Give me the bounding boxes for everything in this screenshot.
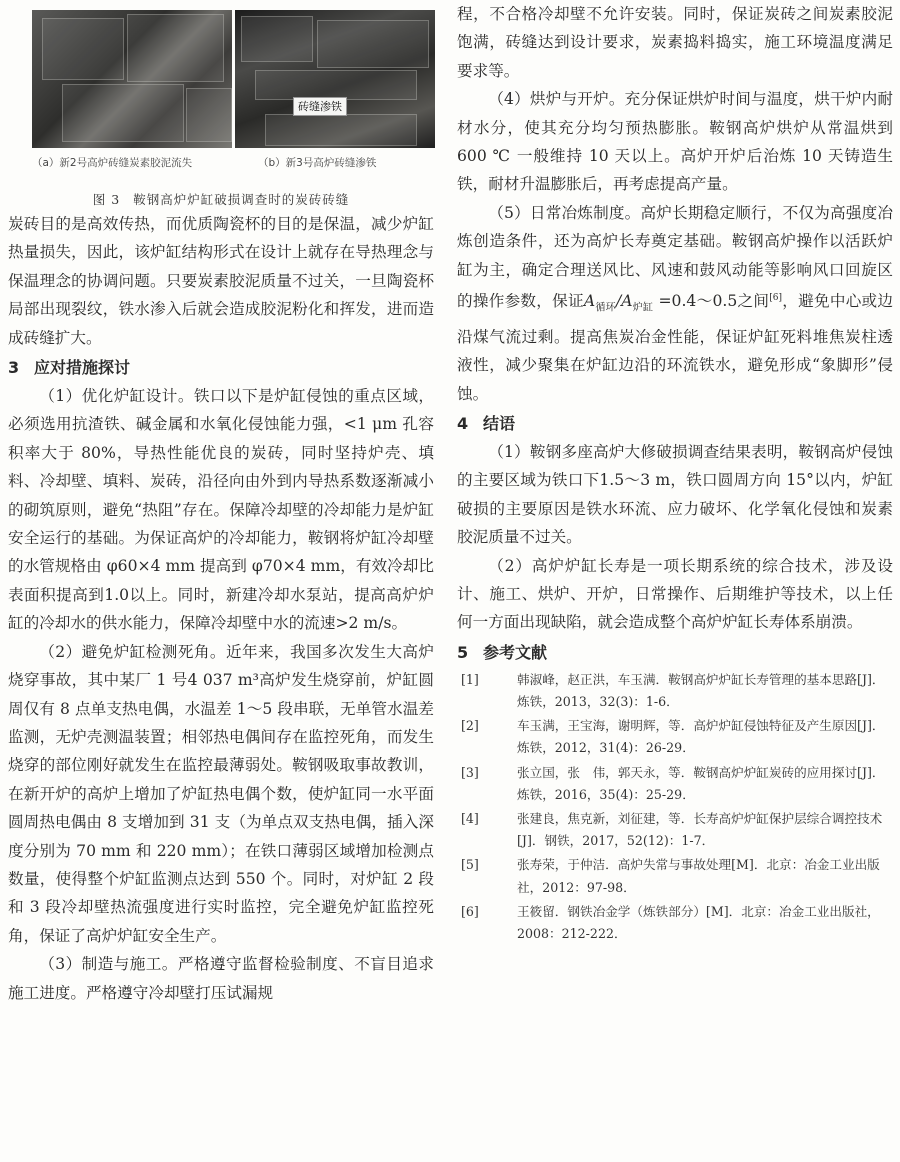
figure-3 <box>8 0 434 210</box>
section-4-heading <box>457 410 893 438</box>
reference-item <box>457 762 893 806</box>
reference-number: [1] <box>461 671 479 687</box>
right-column <box>457 0 893 947</box>
measure-paragraph-5 <box>457 199 893 408</box>
reference-number: [4] <box>461 811 479 827</box>
intro-paragraph: 炭砖目的是高效传热，而优质陶瓷杯的目的是保温，减少炉缸热量损失，因此，该炉缸结构形式在设计上就存在导热理念与保温理念的协调问题。只要炭素胶泥质量不过关，一旦陶瓷杯局部出现裂纹，铁水渗入后就会造成胶泥粉化和挥发，进而造成砖缝扩大。 <box>8 215 434 347</box>
reference-item <box>457 854 893 898</box>
reference-number: [5] <box>461 857 479 873</box>
photo-label: 砖缝渗铁 <box>293 97 347 116</box>
conclusion-paragraph-1: （1）鞍钢多座高炉大修破损调查结果表明，鞍钢高炉侵蚀的主要区域为铁口下1.5～3 m，铁口圆周方向 15°以内，炉缸破损的主要原因是铁水环流、应力破坏、化学氧化侵蚀和炭素胶泥质量不过关。 <box>457 442 893 547</box>
measure-paragraph-1: （1）优化炉缸设计。铁口以下是炉缸侵蚀的重点区域，必须选用抗渣铁、碱金属和水氧化侵蚀能力强，<1 μm 孔容积率大于 80%，导热性能优良的炭砖，同时坚持炉壳、填料、冷却壁、填料、炭砖，沿径向由外到内导热系数逐渐减小的砌筑原则，避免“热阻”存在。保障冷却壁的冷却能力是炉缸安全运行的基础。为保证高炉的冷却能力，鞍钢将炉缸冷却壁的水管规格由 φ60×4 mm 提高到 φ70×4 mm，有效冷却比表面积提高到1.0以上。同时，新建冷却水泵站，提高高炉炉缸的冷却水的供水能力，保障冷却壁中水的流速>2 m/s。 <box>8 387 434 633</box>
measure-paragraph-2: （2）避免炉缸检测死角。近年来，我国多次发生大高炉烧穿事故，其中某厂 1 号4 037 m³高炉发生烧穿前，炉缸圆周仅有 8 点单支热电偶，水温差 1～5 段串联，无单管水温差监测，无炉壳测温装置；相邻热电偶间存在监控死角，而发生烧穿的部位刚好就发生在监控最薄弱处。鞍钢吸取事故教训，在新开炉的高炉上增加了炉缸热电偶个数，使炉缸同一水平面圆周热电偶由 8 支增加到 31 支（为单点双支热电偶，插入深度分别为 70 mm 和 220 mm）；在铁口薄弱区域增加检测点数量，使得整个炉缸监测点达到 550 个。同时，对炉缸 2 段和 3 段冷却壁热流强度进行实时监控，完全避免炉缸监控死角，保证了高炉炉缸安全生产。 <box>8 642 434 945</box>
section-title: 参考文献 <box>483 642 548 662</box>
section-5-heading <box>457 639 893 667</box>
reference-item <box>457 901 893 945</box>
figure-caption-text: 鞍钢高炉炉缸破损调查时的炭砖砖缝 <box>133 192 350 207</box>
reference-number: [2] <box>461 718 479 734</box>
reference-text: 张建良，焦克新，刘征建，等．长寿高炉炉缸保护层综合调控技术[J]．钢铁，2017，52(12)：1-7． <box>517 811 883 849</box>
reference-text: 韩淑峰，赵正洪，车玉满．鞍钢高炉炉缸长寿管理的基本思路[J]．炼铁，2013，32(3)：1-6． <box>517 671 885 710</box>
reference-text: 张立国，张 伟，郭天永，等．鞍钢高炉炉缸炭砖的应用探讨[J]．炼铁，2016，35(4)：25-29． <box>517 764 885 802</box>
section-3-heading <box>8 354 434 382</box>
section-title: 应对措施探讨 <box>34 358 131 378</box>
subcaption-b: （b）新3号高炉砖缝渗铁 <box>258 157 377 169</box>
photo-iron-seepage <box>235 10 435 148</box>
reference-item <box>457 669 893 713</box>
formula-subscript: 循环 <box>595 302 616 314</box>
formula-symbol: A <box>583 292 596 311</box>
subcaption-a: （a）新2号高炉砖缝炭素胶泥流失 <box>32 157 193 169</box>
text-run: ，避免中心或边沿煤气流过剩。提高焦炭冶金性能，保证炉缸死料堆焦炭柱透液性，减少聚集在炉缸边沿的环流铁水，避免形成“象脚形”侵蚀。 <box>457 292 894 403</box>
section-title: 结语 <box>483 413 516 433</box>
section-number: 5 <box>457 642 469 662</box>
reference-text: 车玉满，王宝海，谢明辉，等．高炉炉缸侵蚀特征及产生原因[J]．炼铁，2012，31(4)：26-29． <box>517 718 885 756</box>
reference-text: 王筱留．钢铁冶金学（炼铁部分）[M]．北京：冶金工业出版社，2008：212-222． <box>517 903 880 942</box>
figure-caption <box>8 190 434 208</box>
reference-text: 张寿荣，于仲洁．高炉失常与事故处理[M]．北京：冶金工业出版社，2012：97-98． <box>517 857 880 895</box>
formula-subscript: 炉缸 <box>632 302 654 314</box>
formula-range: =0.4～0.5之间 <box>653 292 770 311</box>
continued-paragraph: 程，不合格冷却壁不允许安装。同时，保证炭砖之间炭素胶泥饱满，砖缝达到设计要求，炭素捣料捣实，施工环境温度满足要求等。 <box>457 5 893 80</box>
left-column <box>8 0 434 1007</box>
section-number: 4 <box>457 413 469 433</box>
photo-carbon-mortar-loss <box>32 10 232 148</box>
section-number: 3 <box>8 358 20 378</box>
measure-paragraph-3: （3）制造与施工。严格遵守监督检验制度、不盲目追求施工进度。严格遵守冷却壁打压试漏规 <box>8 955 434 1002</box>
text-run: （5）日常冶炼制度。高炉长期稳定顺行，不仅为高强度冶炼创造条件，还为高炉长寿奠定基础。鞍钢高炉操作以活跃炉缸为主，确定合理送风比、风速和鼓风动能等影响风口回旋区的操作参数，保证 <box>457 203 893 311</box>
reference-item <box>457 715 893 759</box>
reference-number: [3] <box>461 764 479 780</box>
measure-paragraph-4: （4）烘炉与开炉。充分保证烘炉时间与温度，烘干炉内耐材水分，使其充分均匀预热膨胀。鞍钢高炉烘炉从常温烘到 600 ℃ 一般维持 10 天以上。高炉开炉后治炼 10 天铸造生铁，耐材升温膨胀后，再考虑提高产量。 <box>457 90 893 194</box>
reference-item <box>457 808 893 852</box>
conclusion-paragraph-2: （2）高炉炉缸长寿是一项长期系统的综合技术，涉及设计、施工、烘炉、开炉，日常操作、后期维护等技术，以上任何一方面出现缺陷，就会造成整个高炉炉缸长寿体系崩溃。 <box>457 556 893 632</box>
citation[interactable]: [6] <box>769 293 782 304</box>
reference-list <box>457 669 893 945</box>
figure-number: 图 3 <box>92 192 121 207</box>
formula-symbol: /A <box>615 292 633 311</box>
reference-number: [6] <box>461 903 479 919</box>
